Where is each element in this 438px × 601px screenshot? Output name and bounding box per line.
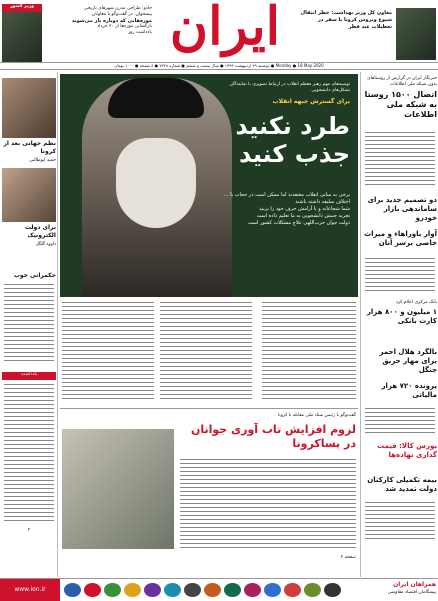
left-summary-line: یادداشت روز <box>127 30 152 35</box>
text-col <box>62 302 154 402</box>
left-summary-line: بازگشایی موزه‌ها از ۲۰ خرداد <box>97 24 152 29</box>
op1-photo <box>2 78 56 138</box>
op1-author: حمید ابوطالبی <box>29 158 56 163</box>
text-col <box>160 302 252 402</box>
story6-text <box>365 408 435 436</box>
sponsor-logo <box>224 583 241 597</box>
sponsor-logo <box>184 583 201 597</box>
lower-headline-2: در پساکرونا <box>292 437 356 450</box>
partners-sub: پیشگامان اقتصاد مقاومتی <box>387 590 436 595</box>
masthead <box>0 0 438 70</box>
date-line: Monday ● 18 May 2020 ● دوشنبه ۲۹ اردیبهشت ۱۳۹۹ ● سال بیست و ششم ● شماره ۷۳۴۸ ● ۸ صفحه ● ۱۰۰۰ تومان <box>0 62 438 70</box>
hero <box>60 74 358 297</box>
story4-lead: بانک مرکزی اعلام کرد <box>395 300 437 305</box>
story3-text <box>365 258 435 294</box>
right-top-headline: معاون کل وزیر بهداشت: خطر انتقال شیوع ویروس کرونا با سفر در تعطیلات عید فطر <box>300 10 392 30</box>
turban <box>108 78 204 118</box>
hero-headline-1: طرد نکنید <box>235 112 350 140</box>
left-summary-line: موزه‌هایی که دوباره باز می‌شوند <box>71 18 152 24</box>
left-heading: وزیر کشور <box>2 4 42 12</box>
sponsor-logos <box>64 582 360 598</box>
hero-label: برای گسترش جبهه انقلاب <box>272 98 350 105</box>
site-url: www.ion.ir <box>0 579 60 601</box>
sponsor-logo <box>104 583 121 597</box>
lower-kicker: گفت‌وگو با رئیس ستاد ملی مقابله با کرونا <box>277 413 356 418</box>
sponsor-logo <box>264 583 281 597</box>
sponsor-logo <box>64 583 81 597</box>
sponsor-logo <box>84 583 101 597</box>
story6-headline: پرونده ۷۲۰ هزار مالیاتی <box>381 382 437 399</box>
op2-author: داوود گلگل <box>35 242 56 247</box>
hero-bullets <box>210 192 350 227</box>
footer <box>0 578 438 600</box>
left-portrait <box>2 8 42 63</box>
left-summary-line: جادو: طراحی مدرن شهرهای تاریخی <box>84 6 152 11</box>
left-summary <box>46 6 152 64</box>
left-summary-line: پیشخوان: در گفت‌وگو با معاونان <box>92 12 152 17</box>
sponsor-logo <box>304 583 321 597</box>
op2-title: برای دولت الکترونیک <box>24 224 56 239</box>
story3-headline: آوار باوراهاء و میراث خاصی برسر آنان <box>364 230 437 247</box>
text-col <box>262 302 356 402</box>
sponsor-logo <box>324 583 341 597</box>
lower-story <box>60 408 358 578</box>
story1-headline: اتصال ۱۵۰۰ روستا به شبکه ملی اطلاعات <box>364 90 437 119</box>
left-column <box>0 72 58 577</box>
hero-bullet: شما شجاعانه و با آرامش حرف خود را بزنید <box>259 206 350 212</box>
hero-bullet: تجربه جنبش دانشجویی به ما تعلیم داده است <box>256 213 350 219</box>
story8-text <box>365 502 435 542</box>
story5-headline: بالگرد هلال احمر برای مهار حریق جنگل <box>379 348 437 374</box>
story1-text <box>365 132 435 188</box>
hero-bullet: برخی به مبانی انقلاب معتقدند اما ممکن است در حجاب یا ... اختلاف سلیقه داشته باشند <box>223 192 350 205</box>
sponsor-logo <box>164 583 181 597</box>
story4-headline: ۱ میلیون و ۸۰۰ هزار کارت بانکی <box>366 308 437 325</box>
op3-text <box>4 284 54 364</box>
sponsor-logo <box>244 583 261 597</box>
lower-photo <box>62 429 174 549</box>
sponsor-logo <box>144 583 161 597</box>
beard <box>116 138 196 228</box>
right-portrait <box>396 8 436 60</box>
lower-text <box>180 459 356 549</box>
sponsor-logo <box>204 583 221 597</box>
story8-headline: بیمه تکمیلی کارکنان دولت تمدید شد <box>367 476 437 493</box>
partners-title: همراهان ایران <box>393 581 436 588</box>
sponsor-logo <box>284 583 301 597</box>
hero-bullet: دولت جوان حزب‌اللهی علاج مشکلات کشور است <box>247 220 350 226</box>
op1-title: نظم جهانی بعد از کرونا <box>3 140 56 155</box>
section-label: یادداشت <box>2 372 56 380</box>
masthead-title: ایران <box>169 0 281 57</box>
hero-kicker: توصیه‌های مهم رهبر معظم انقلاب در ارتباط تصویری با نمایندگان تشکل‌های دانشجویی <box>229 82 350 93</box>
hero-headline-2: جذب کنید <box>238 140 350 168</box>
op2-photo <box>2 168 56 222</box>
story2-headline: دو تصمیم جدید برای ساماندهی بازار خودرو <box>367 196 437 222</box>
left-page-ref: ۳ <box>27 528 31 533</box>
lower-page-ref: صفحه ۲ <box>340 555 356 560</box>
hero-body <box>60 300 358 404</box>
story7-headline: بورس کالا: قیمت گذاری نهاده‌ها <box>377 442 437 459</box>
right-column <box>360 72 438 577</box>
sponsor-logo <box>124 583 141 597</box>
story1-lead: خبرنگار ایران در گزارش از روستاهای بدون شبکه ملی اطلاعات <box>367 76 437 87</box>
lower-headline-1: لزوم افزایش تاب آوری جوانان <box>190 423 356 436</box>
op3-title: حکمرانی خوب <box>13 272 56 279</box>
left-body-text <box>4 384 54 524</box>
